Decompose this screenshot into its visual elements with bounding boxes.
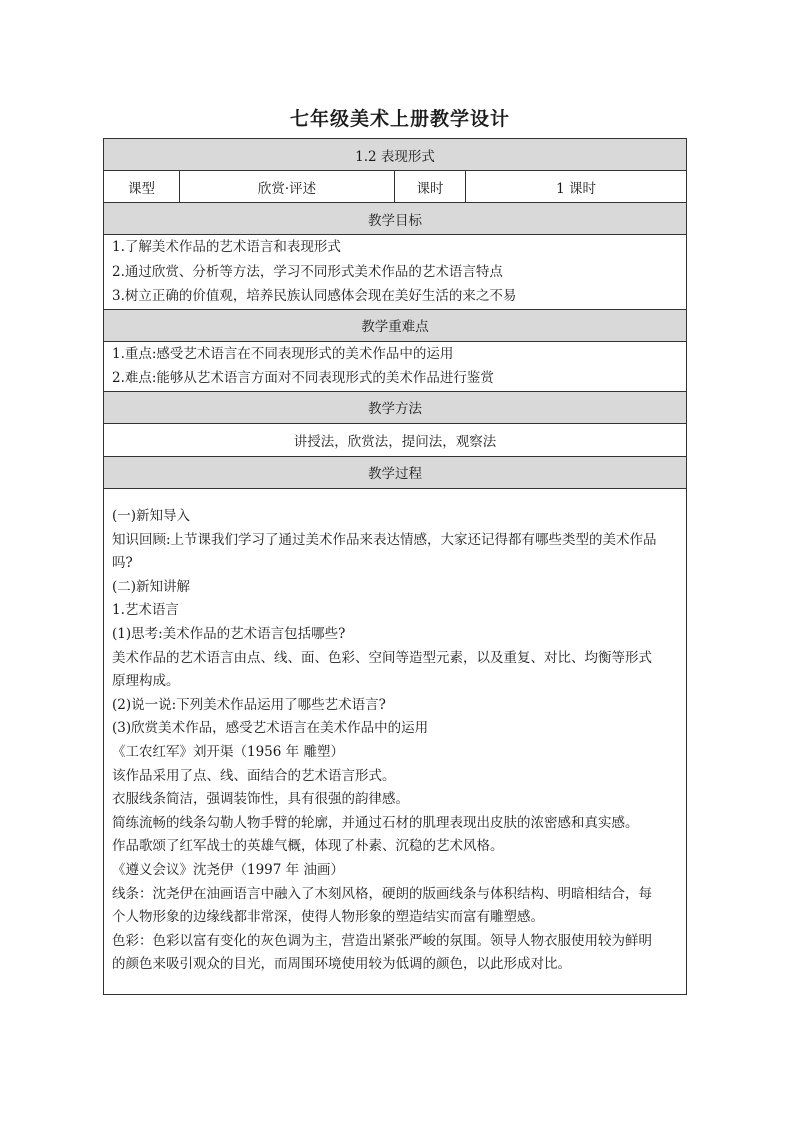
- methods-header: 教学方法: [104, 391, 687, 423]
- methods-row: [104, 423, 687, 456]
- lesson-plan-table: [103, 138, 687, 995]
- list-item: 2.通过欣赏、分析等方法，学习不同形式美术作品的艺术语言特点: [112, 263, 503, 280]
- key-points-row: [104, 341, 687, 391]
- lesson-title: 1.2 表现形式: [104, 139, 687, 171]
- process-line: 色彩：色彩以富有变化的灰色调为主，营造出紧张严峻的氛围。领导人物衣服使用较为鲜明: [112, 932, 652, 949]
- process-row: [104, 488, 687, 994]
- list-item: 2.难点:能够从艺术语言方面对不同表现形式的美术作品进行鉴赏: [112, 370, 494, 386]
- process-line: 《遵义会议》沈尧伊（1997 年 油画）: [112, 861, 344, 878]
- process-line: 该作品采用了点、线、面结合的艺术语言形式。: [112, 767, 396, 784]
- process-line: (二)新知讲解: [112, 578, 191, 595]
- hours-value: 1 课时: [466, 171, 687, 203]
- process-content: [104, 488, 687, 994]
- process-line: 作品歌颂了红军战士的英雄气概，体现了朴素、沉稳的艺术风格。: [112, 838, 504, 855]
- lesson-row: [104, 139, 687, 171]
- process-line: 吗?: [112, 555, 133, 572]
- type-value: 欣赏·评述: [180, 171, 395, 203]
- process-line: (一)新知导入: [112, 508, 191, 525]
- methods-header-row: [104, 391, 687, 423]
- process-line: 1.艺术语言: [112, 602, 179, 619]
- info-row: [104, 171, 687, 203]
- process-line: 美术作品的艺术语言由点、线、面、色彩、空间等造型元素，以及重复、对比、均衡等形式: [112, 649, 652, 666]
- process-line: 衣服线条简洁，强调装饰性，具有很强的韵律感。: [112, 791, 409, 808]
- key-points-header-row: [104, 309, 687, 341]
- objectives-header: 教学目标: [104, 203, 687, 235]
- process-line: 原理构成。: [112, 673, 180, 690]
- objectives-list: [104, 235, 687, 310]
- list-item: 1.了解美术作品的艺术语言和表现形式: [112, 239, 341, 255]
- process-line: 线条：沈尧伊在油画语言中融入了木刻风格，硬朗的版画线条与体积结构、明暗相结合，每: [112, 885, 652, 902]
- process-header-row: [104, 456, 687, 488]
- process-line: 知识回顾:上节课我们学习了通过美术作品来表达情感，大家还记得都有哪些类型的美术作品: [112, 531, 657, 548]
- process-line: (3)欣赏美术作品，感受艺术语言在美术作品中的运用: [112, 720, 429, 737]
- process-line: (1)思考:美术作品的艺术语言包括哪些?: [112, 626, 346, 643]
- objectives-header-row: [104, 203, 687, 235]
- process-line: 《工农红军》刘开渠（1956 年 雕塑）: [112, 744, 344, 760]
- objectives-row: [104, 235, 687, 310]
- process-header: 教学过程: [104, 456, 687, 488]
- list-item: 1.重点:感受艺术语言在不同表现形式的美术作品中的运用: [112, 345, 454, 362]
- process-line: 个人物形象的边缘线都非常深，使得人物形象的塑造结实而富有雕塑感。: [112, 909, 544, 926]
- methods-text: 讲授法，欣赏法，提问法，观察法: [104, 423, 687, 456]
- process-line: 的颜色来吸引观众的目光，而周围环境使用较为低调的颜色，以此形成对比。: [112, 956, 571, 973]
- process-line: (2)说一说:下列美术作品运用了哪些艺术语言?: [112, 696, 386, 713]
- hours-label: 课时: [395, 171, 466, 203]
- key-points-header: 教学重难点: [104, 309, 687, 341]
- list-item: 3.树立正确的价值观，培养民族认同感体会现在美好生活的来之不易: [112, 288, 517, 304]
- type-label: 课型: [104, 171, 180, 203]
- key-points-list: [104, 341, 687, 391]
- document-title: 七年级美术上册教学设计: [289, 108, 510, 130]
- process-line: 简练流畅的线条勾勒人物手臂的轮廓，并通过石材的肌理表现出皮肤的浓密感和真实感。: [112, 814, 639, 831]
